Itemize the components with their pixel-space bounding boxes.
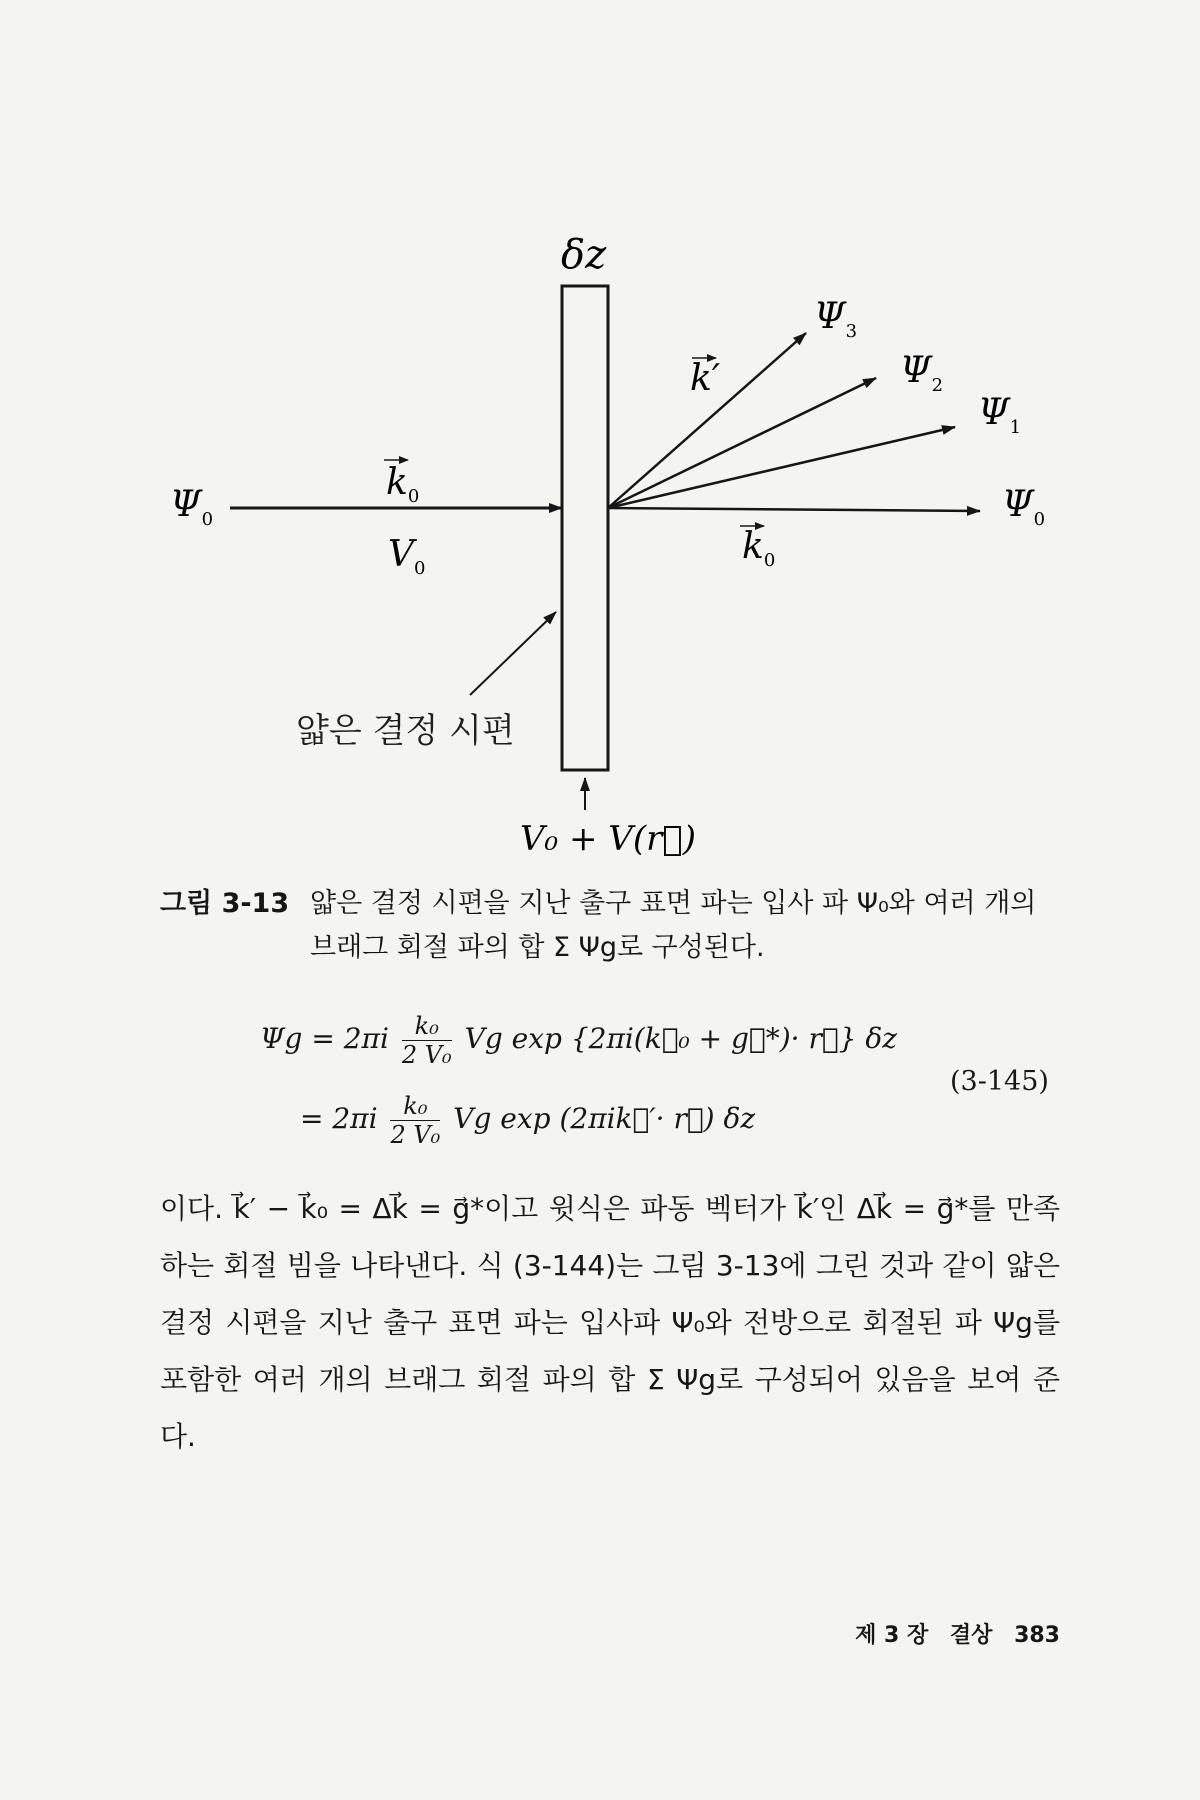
eq2-fraction	[390, 1092, 440, 1149]
psi0-out-label: $\Psi_0$	[1002, 484, 1046, 530]
psi1-arrow	[608, 427, 955, 508]
slab-thickness-label: δz	[561, 232, 607, 278]
psi3-label: $\Psi_3$	[814, 296, 858, 342]
eq2-frac-denominator: 2 V₀	[390, 1121, 441, 1149]
caption-text: 얇은 결정 시편을 지난 출구 표면 파는 입사 파 Ψ₀와 여러 개의 브래그 회절 파의 합 Σ Ψg로 구성된다.	[310, 888, 1037, 963]
incident-v-label: $V_0$	[388, 534, 426, 579]
psi2-label: $\Psi_2$	[900, 350, 944, 396]
kprime-label: k′	[690, 358, 720, 399]
psi2-arrow	[608, 378, 876, 508]
psi0-out-arrow	[608, 508, 980, 511]
incident-k-label: $k_0$	[386, 462, 420, 507]
eq1-rhs: Vg exp {2πi(k⃗₀ + g⃗*)· r⃗} δz	[464, 1022, 897, 1055]
eq1-frac-numerator: k₀	[402, 1012, 452, 1041]
psi1-label: $\Psi_1$	[978, 392, 1022, 438]
crystal-slab	[562, 286, 608, 770]
page-number: 383	[1014, 1623, 1060, 1648]
eq2-lhs: = 2πi	[300, 1102, 378, 1135]
eq2-rhs: Vg exp (2πik⃗′· r⃗) δz	[453, 1102, 756, 1135]
body-paragraph: 이다. k⃗′ − k⃗₀ = Δk⃗ = g⃗*이고 윗식은 파동 벡터가 k⃗′인 Δk⃗ = g⃗*를 만족하는 회절 빔을 나타낸다. 식 (3-144)는 그림 3-13에 그린 것과 같이 얇은 결정 시편을 지난 출구 표면 파는 입사파 Ψ₀와 전방으로 회절된 파 Ψg를 포함한 여러 개의 브래그 회절 파의 합 Σ Ψg로 구성되어 있음을 보여 준다.	[160, 1192, 1060, 1453]
equation-number: (3-145)	[950, 1066, 1049, 1097]
crystal-label: 얇은 결정 시편	[296, 711, 515, 751]
equation-line-2	[300, 1092, 1000, 1149]
page-footer	[820, 1618, 1060, 1649]
figure-caption	[160, 882, 1060, 970]
diffraction-figure	[0, 0, 1200, 880]
figure-number: 그림 3-13	[160, 888, 290, 919]
equation-line-1	[260, 1012, 960, 1069]
eq1-lhs: Ψg = 2πi	[260, 1022, 389, 1055]
footer-chapter: 제 3 장	[855, 1623, 929, 1648]
footer-title: 결상	[949, 1623, 993, 1648]
eq1-frac-denominator: 2 V₀	[401, 1041, 452, 1069]
eq2-frac-numerator: k₀	[390, 1092, 440, 1121]
incident-psi-label: $\Psi_0$	[170, 484, 214, 530]
crystal-pointer-arrow	[470, 612, 556, 695]
transmitted-k-label: $k_0$	[742, 526, 776, 571]
potential-label: V₀ + V(r⃗)	[520, 819, 697, 859]
eq1-fraction	[402, 1012, 452, 1069]
